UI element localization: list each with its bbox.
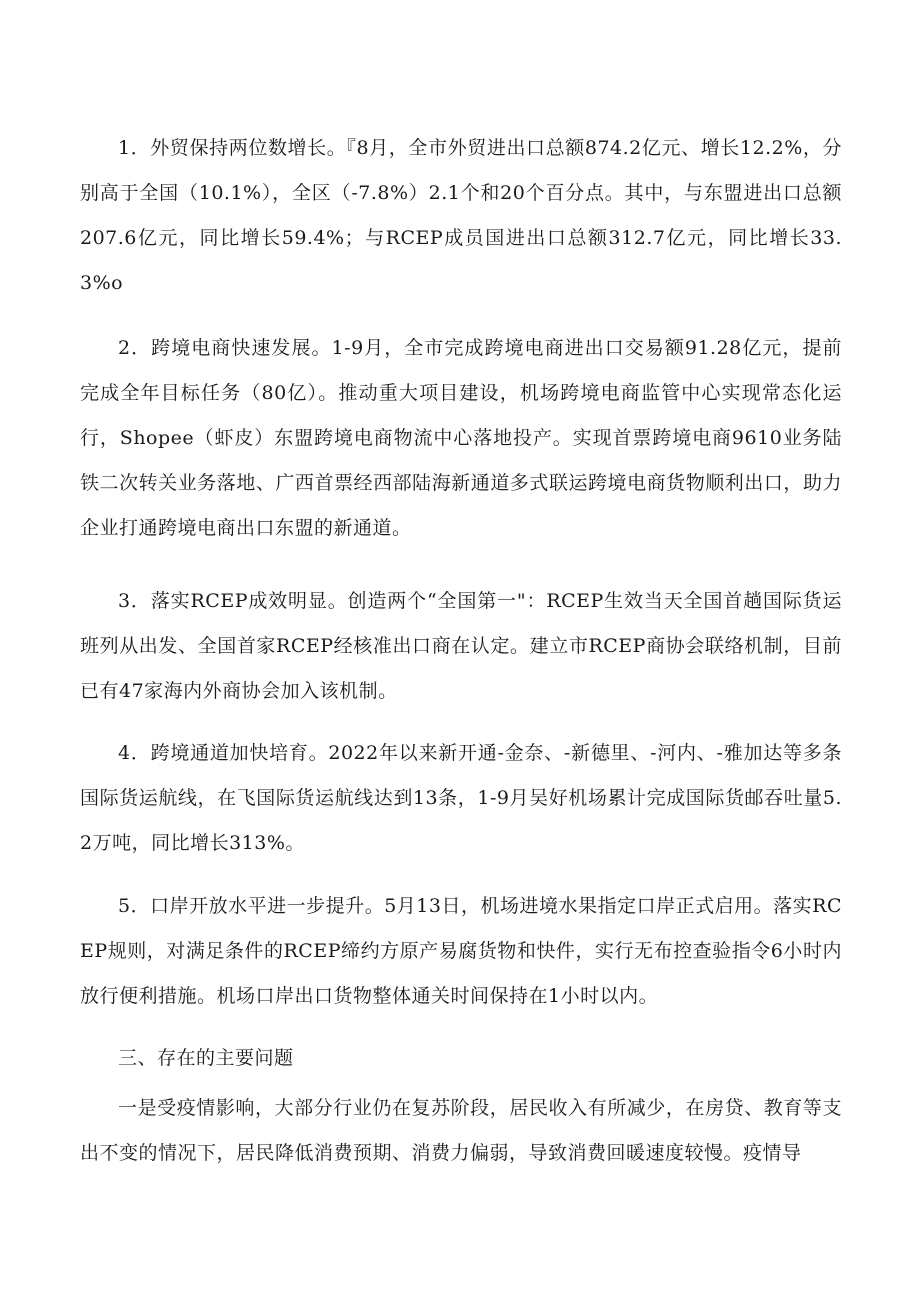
paragraph-cross-border-channels: 4．跨境通道加快培育。2022年以来新开通-金奈、-新德里、-河内、-雅加达等多条国际货运航线，在飞国际货运航线达到13条，1-9月吴好机场累计完成国际货邮吞吐量5.2万吨，同比增长313%。: [80, 742, 842, 854]
paragraph-rcep: 3．落实RCEP成效明显。创造两个“全国第一"：RCEP生效当天全国首趟国际货运班列从出发、全国首家RCEP经核准出口商在认定。建立市RCEP商协会联络机制，目前已有47家海内外商协会加入该机制。: [80, 590, 842, 702]
paragraph-port-opening: 5．口岸开放水平进一步提升。5月13日，机场进境水果指定口岸正式启用。落实RCEP规则，对满足条件的RCEP缔约方原产易腐货物和快件，实行无布控查验指令6小时内放行便利措施。机场口岸出口货物整体通关时间保持在1小时以内。: [80, 895, 842, 1007]
paragraph-foreign-trade: 1．外贸保持两位数增长。『8月，全市外贸进出口总额874.2亿元、增长12.2%，分别高于全国（10.1%），全区（-7.8%）2.1个和20个百分点。其中，与东盟进出口总额207.6亿元，同比增长59.4%；与RCEP成员国进出口总额312.7亿元，同比增长33.3%o: [80, 137, 842, 294]
paragraph-main-problems: 一是受疫情影响，大部分行业仍在复苏阶段，居民收入有所减少，在房贷、教育等支出不变的情况下，居民降低消费预期、消费力偏弱，导致消费回暖速度较慢。疫情导: [80, 1097, 842, 1164]
section-heading: 三、存在的主要问题: [118, 1047, 294, 1069]
paragraph-cross-border-ecommerce: 2．跨境电商快速发展。1-9月，全市完成跨境电商进出口交易额91.28亿元，提前完成全年目标任务（80亿）。推动重大项目建设，机场跨境电商监管中心实现常态化运行，Shopee（虾皮）东盟跨境电商物流中心落地投产。实现首票跨境电商9610业务陆铁二次转关业务落地、广西首票经西部陆海新通道多式联运跨境电商货物顺利出口，助力企业打通跨境电商出口东盟的新通道。: [80, 337, 842, 539]
